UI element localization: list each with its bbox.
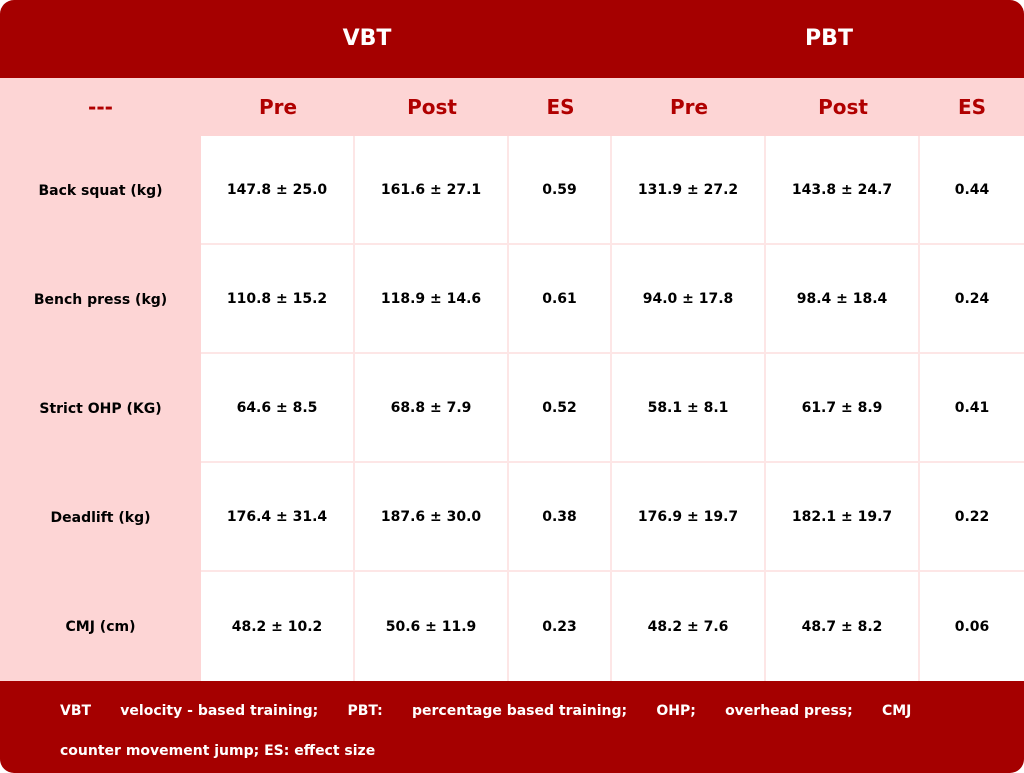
table-cell: 0.44 [920,136,1024,245]
footnote [0,681,1024,773]
column-header-vbt-es: ES [546,95,575,119]
column-header-row [0,78,1024,136]
row-label-bench-press: Bench press (kg) [0,245,201,354]
column-header-vbt-post: Post [407,95,457,119]
row-label-back-squat: Back squat (kg) [0,136,201,245]
table-cell: 110.8 ± 15.2 [201,245,355,354]
table-cell: 0.52 [509,354,612,463]
group-label-pbt: PBT [805,26,853,51]
column-header-pbt-pre: Pre [669,95,709,119]
table-cell: 0.61 [509,245,612,354]
column-header-pbt-es: ES [957,95,987,119]
table-cell: 182.1 ± 19.7 [766,463,920,572]
table-cell: 0.24 [920,245,1024,354]
table-cell: 64.6 ± 8.5 [201,354,355,463]
column-header-pbt-post: Post [818,95,868,119]
table-cell: 50.6 ± 11.9 [355,572,509,681]
table-cell: 0.59 [509,136,612,245]
table-cell: 94.0 ± 17.8 [612,245,766,354]
table-cell: 176.4 ± 31.4 [201,463,355,572]
row-label-deadlift: Deadlift (kg) [0,463,201,572]
column-header-vbt-pre: Pre [258,95,298,119]
group-header-row [0,0,1024,78]
table-cell: 143.8 ± 24.7 [766,136,920,245]
group-label-vbt: VBT [342,26,392,51]
table-cell: 58.1 ± 8.1 [612,354,766,463]
table-cell: 0.41 [920,354,1024,463]
table-cell: 147.8 ± 25.0 [201,136,355,245]
table-cell: 0.38 [509,463,612,572]
footnote-line-2: counter movement jump; ES: effect size [60,743,376,759]
table-cell: 0.23 [509,572,612,681]
footnote-line-1: VBT velocity - based training; PBT: percentage based training; OHP; overhead press; CMJ [60,703,912,719]
table-cell: 118.9 ± 14.6 [355,245,509,354]
table-cell: 131.9 ± 27.2 [612,136,766,245]
table-cell: 48.2 ± 7.6 [612,572,766,681]
row-label-strict-ohp: Strict OHP (KG) [0,354,201,463]
table-cell: 187.6 ± 30.0 [355,463,509,572]
table-cell: 68.8 ± 7.9 [355,354,509,463]
corner-header: --- [88,95,113,119]
table-cell: 98.4 ± 18.4 [766,245,920,354]
table-cell: 61.7 ± 8.9 [766,354,920,463]
table-cell: 161.6 ± 27.1 [355,136,509,245]
table-cell: 0.06 [920,572,1024,681]
table-cell: 48.2 ± 10.2 [201,572,355,681]
row-label-cmj: CMJ (cm) [0,572,201,681]
table-cell: 48.7 ± 8.2 [766,572,920,681]
table-cell: 0.22 [920,463,1024,572]
table-cell: 176.9 ± 19.7 [612,463,766,572]
